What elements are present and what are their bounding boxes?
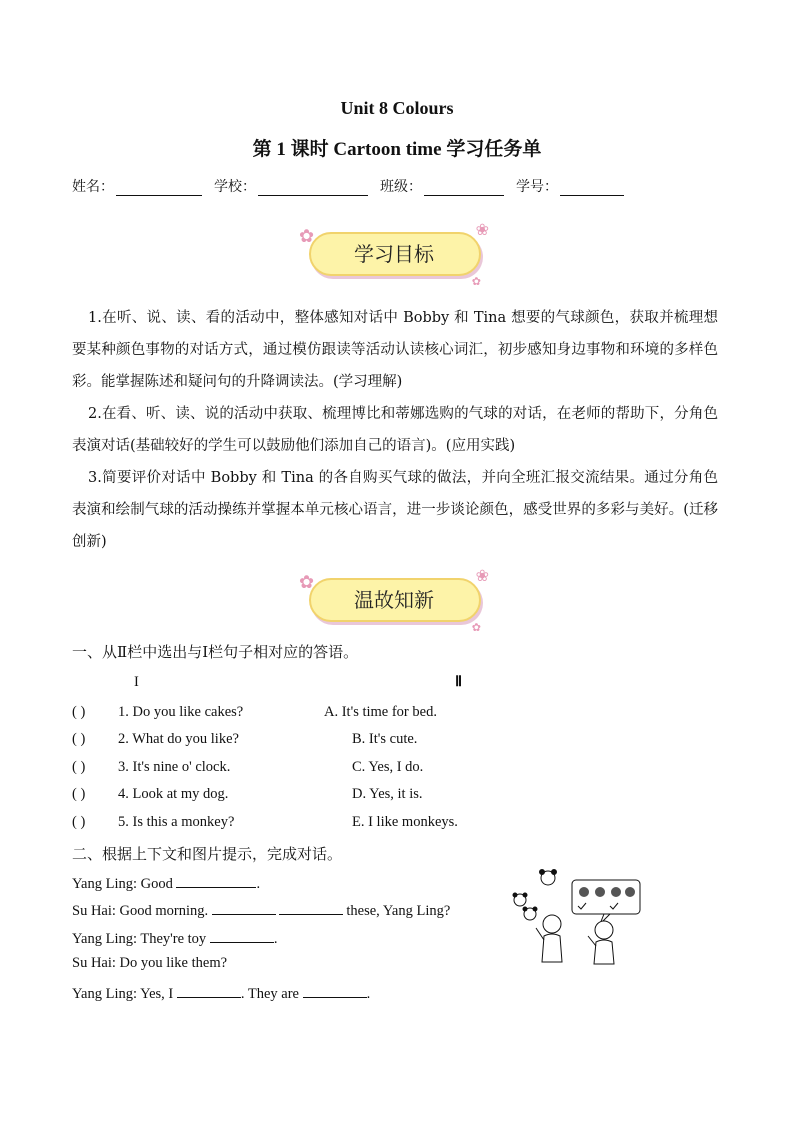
class-label: 班级： (380, 179, 422, 195)
school-label: 学校： (214, 179, 256, 195)
answer-option-a: A. It's time for bed. (324, 704, 437, 720)
answer-blank[interactable] (303, 983, 367, 998)
objectives-banner (299, 220, 489, 288)
answer-paren[interactable]: ( ) (72, 731, 86, 747)
answer-paren[interactable]: ( ) (72, 704, 86, 720)
dialogue-line-1 (72, 873, 260, 893)
answer-option-e: E. I like monkeys. (352, 814, 458, 830)
question-4: 4. Look at my dog. (118, 786, 229, 802)
dialogue-line-3 (72, 928, 277, 948)
answer-option-c: C. Yes, I do. (352, 759, 424, 775)
answer-option-b: B. It's cute. (352, 731, 418, 747)
page-subtitle: 第 1 课时 Cartoon time 学习任务单 (252, 139, 542, 160)
school-blank[interactable] (258, 181, 368, 196)
banner-label: 学习目标 (354, 242, 434, 266)
objective-item-2: 2.在看、听、读、说的活动中获取、梳理博比和蒂娜选购的气球的对话，在老师的帮助下，分角色表演对话(基础较好的学生可以鼓励他们添加自己的语言)。(应用实践) (72, 406, 718, 454)
answer-blank[interactable] (210, 928, 274, 943)
student-number-blank[interactable] (560, 181, 624, 196)
answer-paren[interactable]: ( ) (72, 814, 86, 830)
flower-icon: ❀ (475, 566, 489, 585)
student-info-line (72, 176, 636, 196)
name-blank[interactable] (116, 181, 202, 196)
dialogue-text: . (273, 931, 278, 947)
dialogue-line-5 (72, 983, 370, 1003)
part2-heading: 二、根据上下文和图片提示，完成对话。 (72, 845, 343, 863)
dialogue-text: these, Yang Ling? (342, 903, 451, 919)
review-banner (299, 566, 489, 634)
answer-blank[interactable] (279, 900, 343, 915)
flower-icon: ✿ (471, 621, 481, 634)
column-header-1: I (134, 674, 139, 690)
illustration-svg (508, 866, 644, 966)
answer-blank[interactable] (212, 900, 276, 915)
flower-icon: ✿ (299, 226, 315, 247)
two-children-pandas-illustration (508, 866, 644, 966)
dialogue-line-4 (72, 955, 227, 972)
answer-paren[interactable]: ( ) (72, 759, 86, 775)
answer-paren[interactable]: ( ) (72, 786, 86, 802)
dialogue-text: Yang Ling: Yes, I (72, 986, 177, 1002)
class-blank[interactable] (424, 181, 504, 196)
answer-blank[interactable] (177, 983, 241, 998)
page-title: Unit 8 Colours (340, 98, 454, 118)
dialogue-text: . (256, 876, 261, 892)
column-header-2: Ⅱ (455, 674, 463, 690)
dialogue-text: . (366, 986, 371, 1002)
question-2: 2. What do you like? (118, 731, 239, 747)
dialogue-text: Yang Ling: Good (72, 876, 177, 892)
flower-icon: ❀ (475, 220, 489, 239)
answer-blank[interactable] (176, 873, 256, 888)
name-label: 姓名： (72, 179, 114, 195)
question-1: 1. Do you like cakes? (118, 704, 244, 720)
flower-icon: ✿ (471, 275, 481, 288)
flower-icon: ✿ (299, 572, 315, 593)
dialogue-text: Yang Ling: They're toy (72, 931, 210, 947)
dialogue-text: Su Hai: Do you like them? (72, 955, 228, 971)
question-5: 5. Is this a monkey? (118, 814, 235, 830)
objective-item-3: 3.简要评价对话中 Bobby 和 Tina 的各自购买气球的做法，并向全班汇报交流结果。通过分角色表演和绘制气球的活动操练并掌握本单元核心语言，进一步谈论颜色，感受世界的多彩与美好。(迁移创新) (72, 470, 718, 550)
banner-label: 温故知新 (354, 588, 434, 612)
dialogue-text: . They are (240, 986, 303, 1002)
student-number-label: 学号： (516, 179, 558, 195)
dialogue-line-2 (72, 900, 450, 920)
objective-item-1: 1.在听、说、读、看的活动中，整体感知对话中 Bobby 和 Tina 想要的气球颜色，获取并梳理想要某种颜色事物的对话方式，通过模仿跟读等活动认读核心词汇，初步感知身边事物和环境的多样色彩。能掌握陈述和疑问句的升降调读法。(学习理解) (72, 310, 718, 390)
part1-heading: 一、从Ⅱ栏中选出与Ⅰ栏句子相对应的答语。 (72, 643, 359, 661)
question-3: 3. It's nine o' clock. (118, 759, 231, 775)
dialogue-text: Su Hai: Good morning. (72, 903, 212, 919)
answer-option-d: D. Yes, it is. (352, 786, 423, 802)
